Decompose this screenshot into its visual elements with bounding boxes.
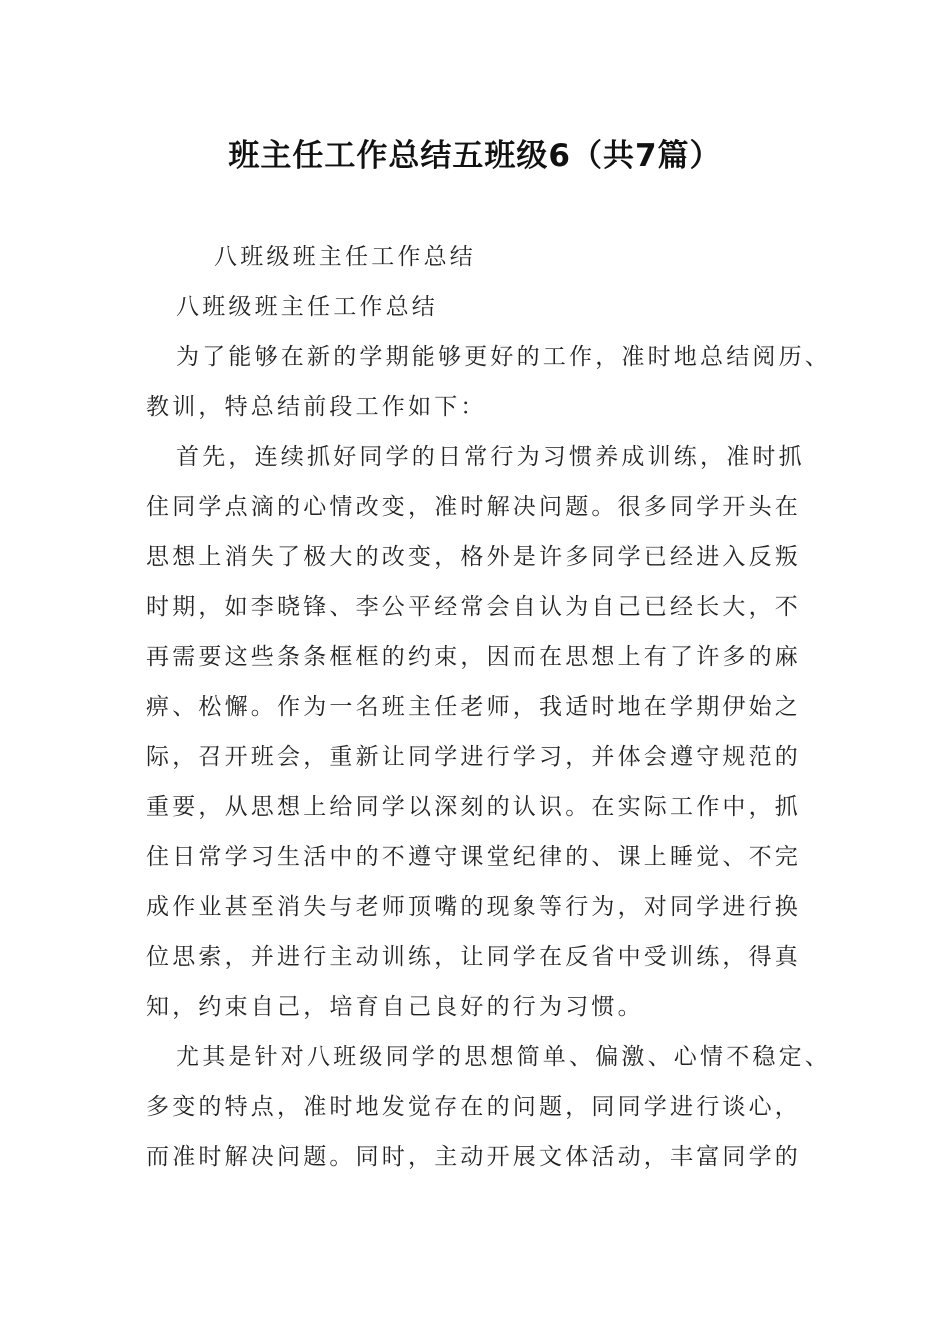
paragraph-line: 际，召开班会，重新让同学进行学习，并体会遵守规范的 [146,744,801,770]
subheading: 八班级班主任工作总结 [176,294,438,320]
paragraph-line: 首先，连续抓好同学的日常行为习惯养成训练，准时抓 [176,444,805,470]
paragraph-line: 再需要这些条条框框的约束，因而在思想上有了许多的麻 [146,644,801,670]
paragraph-line: 为了能够在新的学期能够更好的工作，准时地总结阅历、 [176,344,831,370]
paragraph-line: 住日常学习生活中的不遵守课堂纪律的、课上睡觉、不完 [146,844,801,870]
paragraph-line: 时期，如李晓锋、李公平经常会自认为自己已经长大，不 [146,594,801,620]
paragraph-line: 重要，从思想上给同学以深刻的认识。在实际工作中，抓 [146,794,801,820]
paragraph-line: 住同学点滴的心情改变，准时解决问题。很多同学开头在 [146,494,801,520]
paragraph-line: 教训，特总结前段工作如下： [146,394,487,420]
paragraph-line: 思想上消失了极大的改变，格外是许多同学已经进入反叛 [146,544,801,570]
paragraph-line: 位思索，并进行主动训练，让同学在反省中受训练，得真 [146,944,801,970]
paragraph-line: 成作业甚至消失与老师顶嘴的现象等行为，对同学进行换 [146,894,801,920]
document-title: 班主任工作总结五班级6（共7篇） [228,138,722,174]
paragraph-line: 而准时解决问题。同时，主动开展文体活动，丰富同学的 [146,1144,801,1170]
paragraph-line: 痹、松懈。作为一名班主任老师，我适时地在学期伊始之 [146,694,801,720]
section-heading: 八班级班主任工作总结 [214,244,476,270]
paragraph-line: 尤其是针对八班级同学的思想简单、偏激、心情不稳定、 [176,1044,831,1070]
paragraph-line: 知，约束自己，培育自己良好的行为习惯。 [146,994,644,1020]
paragraph-line: 多变的特点，准时地发觉存在的问题，同同学进行谈心， [146,1094,801,1120]
document-body [146,232,831,1182]
